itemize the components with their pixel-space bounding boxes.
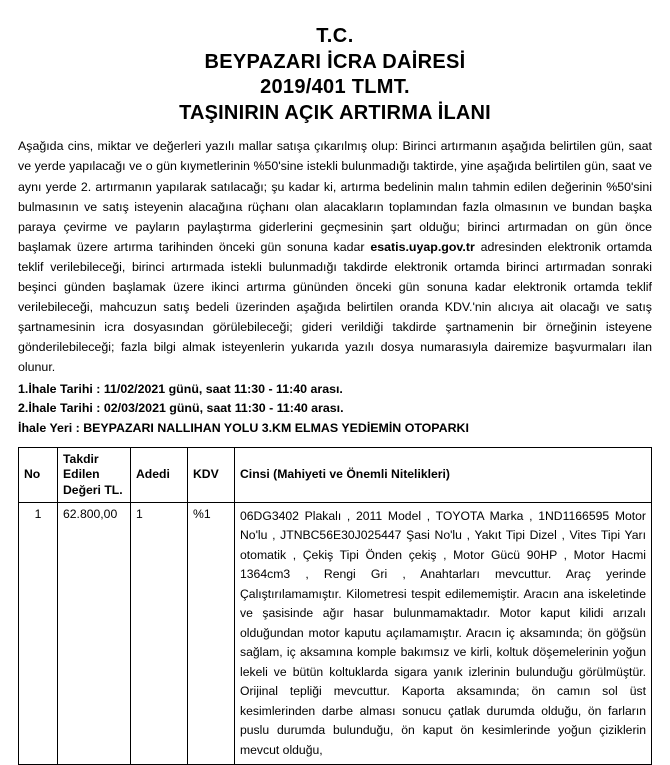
title-line-tc: T.C. bbox=[316, 25, 354, 47]
second-auction-date: 2.İhale Tarihi : 02/03/2021 günü, saat 11:30 - 11:40 arası. bbox=[18, 401, 344, 416]
announcement-text-part1: Aşağıda cins, miktar ve değerleri yazılı mallar satışa çıkarılmış olup: Birinci artırmanın aşağıda belirtilen gün, saat ve yerde yapılacağı ve o gün kıymetlerinin %50'sine istekli bulunmadığı taktirde, yine aşağıda belirtilen gün, saat ve aynı yerde 2. artırmanın yapılarak satılacağı; şu kadar ki, artırma bedelinin malın tahmin edilen değerinin %50'sini bulmasının ve satış isteyenin alacağına rüçhanı olan alacakların toplamından fazla olmasının ve bundan başka paraya çevirme ve payların paylaştırma giderlerini geçmesinin şart olduğu; birinci artırmadan on gün önce başlamak üzere artırma tarihinden önceki gün sonuna kadar bbox=[18, 139, 652, 254]
esatis-link[interactable]: esatis.uyap.gov.tr bbox=[370, 239, 475, 254]
cell-no: 1 bbox=[19, 502, 58, 765]
cell-takdir: 62.800,00 bbox=[58, 502, 131, 765]
goods-table bbox=[18, 447, 652, 765]
announcement-paragraph bbox=[18, 136, 652, 377]
table-header-row bbox=[19, 448, 652, 503]
title-line-announcement: TAŞINIRIN AÇIK ARTIRMA İLANI bbox=[179, 101, 491, 124]
title-line-office: BEYPAZARI İCRA DAİRESİ bbox=[204, 50, 466, 73]
title-line-file-no: 2019/401 TLMT. bbox=[260, 76, 410, 99]
table-row bbox=[19, 502, 652, 765]
first-auction-date: 1.İhale Tarihi : 11/02/2021 günü, saat 11:30 - 11:40 arası. bbox=[18, 381, 343, 396]
page-title bbox=[18, 24, 652, 126]
column-header-cinsi: Cinsi (Mahiyeti ve Önemli Nitelikleri) bbox=[235, 448, 652, 503]
cell-cinsi: 06DG3402 Plakalı , 2011 Model , TOYOTA Marka , 1ND1166595 Motor No'lu , JTNBC56E30J025447 Şasi No'lu , Yakıt Tipi Dizel , Vites Tipi Yarı otomatik , Çekiş Tipi Önden çekiş , Motor Gücü 90HP , Motor Hacmi 1364cm3 , Rengi Gri , Anahtarları mevcuttur. Araç yerinde Çalıştırılamamıştır. Kilometresi tespit edilememiştir. Aracın ana iskeletinde ve şasisinde ağır hasar bulunmamaktadır. Motor kaput kilidi arızalı olduğundan motor kaputu açılamamıştır. Aracın iç aksamında; ön göğsün sağlam, iç aksamına komple bakımsız ve kirli, koltuk döşemelerinin yoğun lekeli ve bütün koltuklarda sigara yanık izlerinin bulunduğu görülmüştür. Orijinal tepliği mevcuttur. Kaporta aksamında; ön camın sol üst kesimlerinden darbe alması sonucu çatlak durumda olduğu, ön farların puslu durumda bulunduğu, ön kaput ön kesimlerinde yoğun çiziklerin mevcut olduğu, bbox=[235, 502, 652, 765]
cell-kdv: %1 bbox=[188, 502, 235, 765]
auction-location: İhale Yeri : BEYPAZARI NALLIHAN YOLU 3.KM ELMAS YEDİEMİN OTOPARKI bbox=[18, 421, 469, 436]
column-header-adedi: Adedi bbox=[131, 448, 188, 503]
announcement-text-part2: adresinden elektronik ortamda teklif verilebileceği, birinci artırmada istekli bulunmadığı takdirde elektronik ortamda birinci artırmadan sonraki beşinci günden başlamak üzere ikinci artırma gününden önceki gün sonuna kadar elektronik ortamda teklif verilebileceği, mahcuzun satış bedeli üzerinden aşağıda belirtilen oranda KDV.'nin alıcıya ait olacağı ve satış şartnamesinin icra dosyasından görülebileceği; gideri verildiği takdirde şartnamenin bir örneğinin isteyene gönderilebileceği; fazla bilgi almak isteyenlerin yukarıda yazılı dosya numarasıyla dairemize başvurmaları ilan olunur. bbox=[18, 239, 652, 375]
column-header-takdir: Takdir Edilen Değeri TL. bbox=[58, 448, 131, 503]
column-header-no: No bbox=[19, 448, 58, 503]
column-header-kdv: KDV bbox=[188, 448, 235, 503]
cell-adedi: 1 bbox=[131, 502, 188, 765]
